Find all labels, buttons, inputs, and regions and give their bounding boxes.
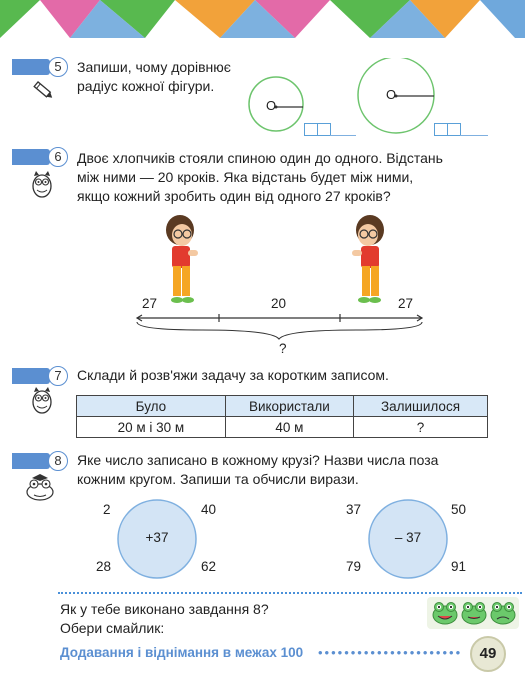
circle-right-bottom-left: 79 xyxy=(346,559,362,574)
task7-text: Склади й розв'яжи задачу за коротким записом. xyxy=(77,367,389,383)
answer-line xyxy=(330,135,356,136)
circle-right-top-right: 50 xyxy=(451,502,467,517)
footer-dots: •••••••••••••••••••••• xyxy=(318,645,463,660)
task5-number: 5 xyxy=(48,57,68,77)
task8-line2: кожним кругом. Запиши та обчисли вирази. xyxy=(77,471,359,487)
answer-box[interactable] xyxy=(434,123,448,136)
task5-number-bar xyxy=(12,59,50,75)
answer-line xyxy=(460,135,488,136)
answer-box[interactable] xyxy=(317,123,331,136)
circle-left-operation: +37 xyxy=(145,530,169,545)
task7-number-bar xyxy=(12,368,50,384)
table-header-cell: Було xyxy=(77,396,226,417)
task5-circle2-center: O xyxy=(386,87,397,102)
section-divider xyxy=(58,592,522,594)
owl-icon xyxy=(31,386,53,414)
table-cell: 20 м і 30 м xyxy=(77,417,226,438)
circle-left-top-left: 2 xyxy=(103,502,111,517)
task7-number: 7 xyxy=(48,366,68,386)
circle-left-bottom-right: 62 xyxy=(201,559,217,574)
circle-left-bottom-left: 28 xyxy=(96,559,112,574)
distance-diagram xyxy=(132,312,427,342)
circle-right-top-left: 37 xyxy=(346,502,362,517)
table-cell: 40 м xyxy=(225,417,353,438)
selfcheck-line1: Як у тебе виконано завдання 8? xyxy=(60,601,269,617)
answer-box[interactable] xyxy=(447,123,461,136)
footer-chapter-title: Додавання і віднімання в межах 100 xyxy=(60,645,304,660)
frog-smiley-sad-icon[interactable] xyxy=(489,599,517,625)
table-header-row xyxy=(77,396,488,417)
frog-smiley-happy-icon[interactable] xyxy=(431,599,459,625)
circle-left-top-right: 40 xyxy=(201,502,217,517)
selfcheck-line2: Обери смайлик: xyxy=(60,620,165,636)
distance-right-label: 27 xyxy=(398,296,414,311)
boy-right-illustration xyxy=(344,210,394,310)
table-cell: ? xyxy=(353,417,487,438)
task5-line1: Запиши, чому дорівнює xyxy=(77,59,231,75)
table-header-cell: Залишилося xyxy=(353,396,487,417)
distance-left-label: 27 xyxy=(142,296,158,311)
circle-right-bottom-right: 91 xyxy=(451,559,467,574)
task8-line1: Яке число записано в кожному крузі? Назви числа поза xyxy=(77,452,439,468)
task6-line1: Двоє хлопчиків стояли спиною один до одного. Відстань xyxy=(77,150,443,166)
frog-smiley-neutral-icon[interactable] xyxy=(460,599,488,625)
task8-number-bar xyxy=(12,453,50,469)
table-header-cell: Використали xyxy=(225,396,353,417)
task7-table xyxy=(76,395,488,438)
frog-scholar-icon xyxy=(22,472,58,502)
distance-question: ? xyxy=(279,341,287,356)
task8-number: 8 xyxy=(48,451,68,471)
answer-box[interactable] xyxy=(304,123,318,136)
task6-line2: між ними — 20 кроків. Яка відстань будет між ними, xyxy=(77,169,414,185)
owl-icon xyxy=(31,170,53,198)
top-decoration xyxy=(0,0,525,38)
distance-middle-label: 20 xyxy=(271,296,287,311)
task6-number-bar xyxy=(12,149,50,165)
circle-right-operation: – 37 xyxy=(394,530,422,545)
page-number: 49 xyxy=(470,636,506,672)
boy-left-illustration xyxy=(158,210,208,310)
task5-line2: радіус кожної фігури. xyxy=(77,78,215,94)
task6-line3: якщо кожний зробить один від одного 27 кроків? xyxy=(77,188,391,204)
task5-circle1-center: O xyxy=(266,98,277,113)
pencil-icon xyxy=(30,78,56,102)
table-row xyxy=(77,417,488,438)
task6-number: 6 xyxy=(48,147,68,167)
